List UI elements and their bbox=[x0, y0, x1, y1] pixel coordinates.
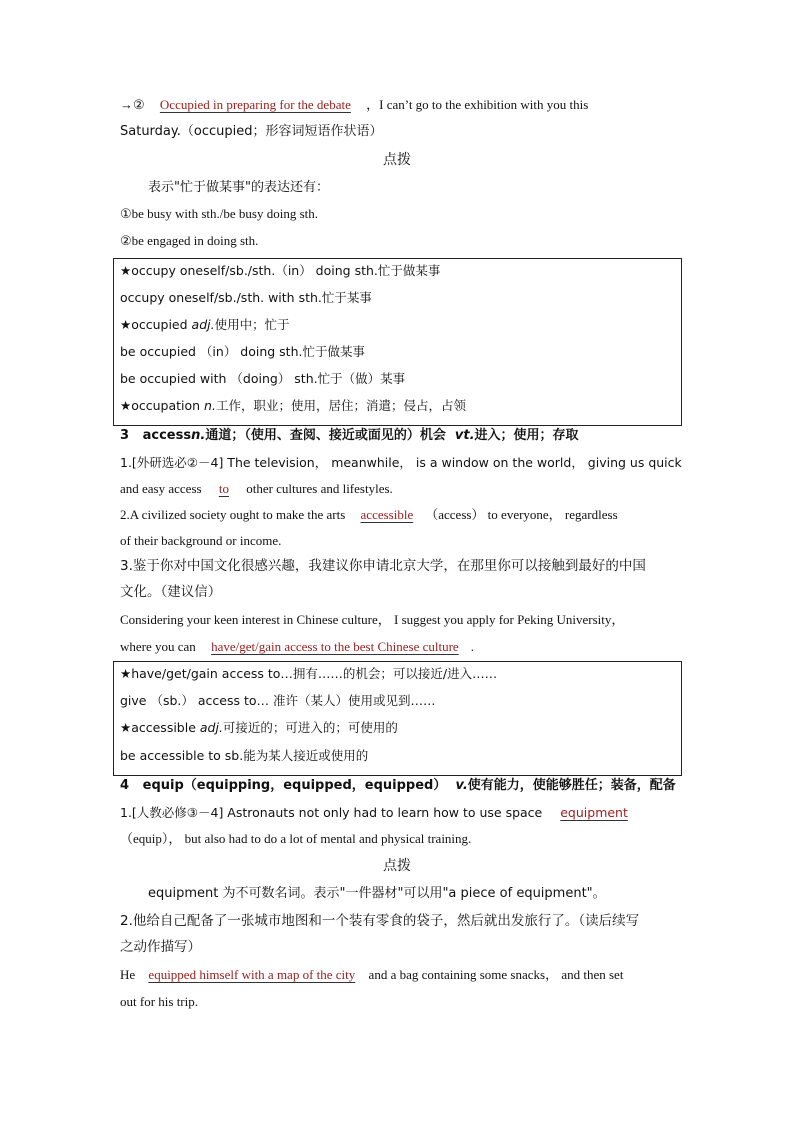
heading-number: 3 bbox=[120, 428, 130, 443]
part-of-speech: n. bbox=[204, 398, 216, 413]
phrase-line bbox=[120, 719, 398, 737]
sentence-line bbox=[120, 96, 588, 114]
heading-number: 4 bbox=[120, 778, 130, 793]
word-heading bbox=[120, 427, 579, 445]
phrase-line: be occupied （in） doing sth.忙于做某事 bbox=[120, 344, 365, 359]
exercise-text: He bbox=[120, 967, 139, 982]
exercise-text: 1.[人教必修③－4] Astronauts not only had to learn how to use space bbox=[120, 805, 547, 820]
answer-blank: accessible bbox=[360, 507, 414, 522]
answer-blank: have/get/gain access to the best Chinese culture bbox=[211, 639, 459, 654]
exercise-text: and a bag containing some snacks， and then set bbox=[365, 967, 624, 982]
part-of-speech: adj. bbox=[199, 720, 223, 735]
tip-item: ②be engaged in doing sth. bbox=[120, 233, 259, 248]
exercise-line: （equip）， but also had to do a lot of mental and physical training. bbox=[120, 831, 472, 846]
heading-definition: 进入；使用；存取 bbox=[474, 428, 579, 443]
heading-definition: 通道；（使用、查阅、接近或面见的）机会 bbox=[205, 428, 446, 443]
exercise-text: . bbox=[470, 639, 474, 654]
tip-title: 点拨 bbox=[383, 152, 411, 168]
phrase-definition: 可接近的；可进入的；可使用的 bbox=[222, 720, 398, 735]
exercise-text: where you can bbox=[120, 639, 200, 654]
exercise-line: of their background or income. bbox=[120, 533, 282, 548]
tip-item: ①be busy with sth./be busy doing sth. bbox=[120, 206, 318, 221]
phrase-line: ★have/get/gain access to…拥有……的机会；可以接近/进入…… bbox=[120, 666, 498, 681]
phrase-line: be accessible to sb.能为某人接近或使用的 bbox=[120, 748, 369, 763]
exercise-line bbox=[120, 966, 623, 984]
sentence-line: Saturday.（occupied；形容词短语作状语） bbox=[120, 124, 383, 139]
tip-title: 点拨 bbox=[383, 858, 411, 874]
word-heading bbox=[120, 777, 676, 795]
phrase-line bbox=[120, 397, 466, 415]
exercise-text: 2.A civilized society ought to make the arts bbox=[120, 507, 349, 522]
exercise-line bbox=[120, 804, 642, 822]
phrase-line: be occupied with （doing） sth.忙于（做）某事 bbox=[120, 371, 406, 386]
exercise-line: 文化。（建议信） bbox=[120, 584, 222, 600]
phrase-word: ★accessible bbox=[120, 720, 200, 735]
exercise-text: and easy access bbox=[120, 481, 205, 496]
part-of-speech: n. bbox=[191, 428, 206, 443]
heading-word: access bbox=[142, 428, 192, 443]
exercise-text: other cultures and lifestyles. bbox=[242, 481, 393, 496]
heading-word: equip（equipping，equipped，equipped） bbox=[142, 778, 447, 793]
phrase-definition: 使用中；忙于 bbox=[214, 317, 290, 332]
exercise-text: （access） to everyone， regardless bbox=[425, 507, 618, 522]
part-of-speech: adj. bbox=[191, 317, 215, 332]
phrase-line: occupy oneself/sb./sth. with sth.忙于某事 bbox=[120, 290, 372, 305]
part-of-speech: vt. bbox=[454, 428, 475, 443]
phrase-definition: 工作，职业；使用，居住；消遣；侵占，占领 bbox=[215, 398, 466, 413]
exercise-line bbox=[120, 480, 393, 498]
phrase-word: ★occupation bbox=[120, 398, 205, 413]
phrase-line: ★occupy oneself/sb./sth.（in） doing sth.忙于做某事 bbox=[120, 263, 441, 278]
answer-blank: Occupied in preparing for the debate bbox=[159, 97, 351, 112]
tip-text: 表示"忙于做某事"的表达还有： bbox=[148, 180, 329, 195]
answer-blank: equipped himself with a map of the city bbox=[148, 967, 356, 982]
exercise-line: 2.他给自己配备了一张城市地图和一个装有零食的袋子，然后就出发旅行了。（读后续写 bbox=[120, 913, 640, 929]
exercise-line: 之动作描写） bbox=[120, 939, 201, 955]
phrase-line bbox=[120, 316, 290, 334]
exercise-line bbox=[120, 638, 474, 656]
heading-definition: 使有能力，使能够胜任；装备，配备 bbox=[467, 778, 676, 793]
part-of-speech: v. bbox=[455, 778, 468, 793]
phrase-box bbox=[113, 258, 682, 426]
phrase-box bbox=[113, 661, 682, 776]
phrase-line: give （sb.） access to… 准许（某人）使用或见到…… bbox=[120, 693, 436, 708]
phrase-word: ★occupied bbox=[120, 317, 192, 332]
exercise-line: out for his trip. bbox=[120, 994, 198, 1009]
answer-blank: to bbox=[218, 481, 229, 496]
sentence-text: ，I can’t go to the exhibition with you this bbox=[366, 97, 589, 112]
exercise-line: 3.鉴于你对中国文化很感兴趣，我建议你申请北京大学，在那里你可以接触到最好的中国 bbox=[120, 558, 646, 574]
tip-text: equipment 为不可数名词。表示"一件器材"可以用"a piece of equipment"。 bbox=[148, 886, 606, 901]
item-marker: →② bbox=[120, 97, 145, 112]
exercise-line bbox=[120, 506, 618, 524]
exercise-line: 1.[外研选必②－4] The television， meanwhile， is a window on the world， giving us quick bbox=[120, 455, 682, 470]
answer-blank: equipment bbox=[560, 805, 628, 820]
exercise-line: Considering your keen interest in Chinese culture， I suggest you apply for Peking University， bbox=[120, 612, 625, 627]
